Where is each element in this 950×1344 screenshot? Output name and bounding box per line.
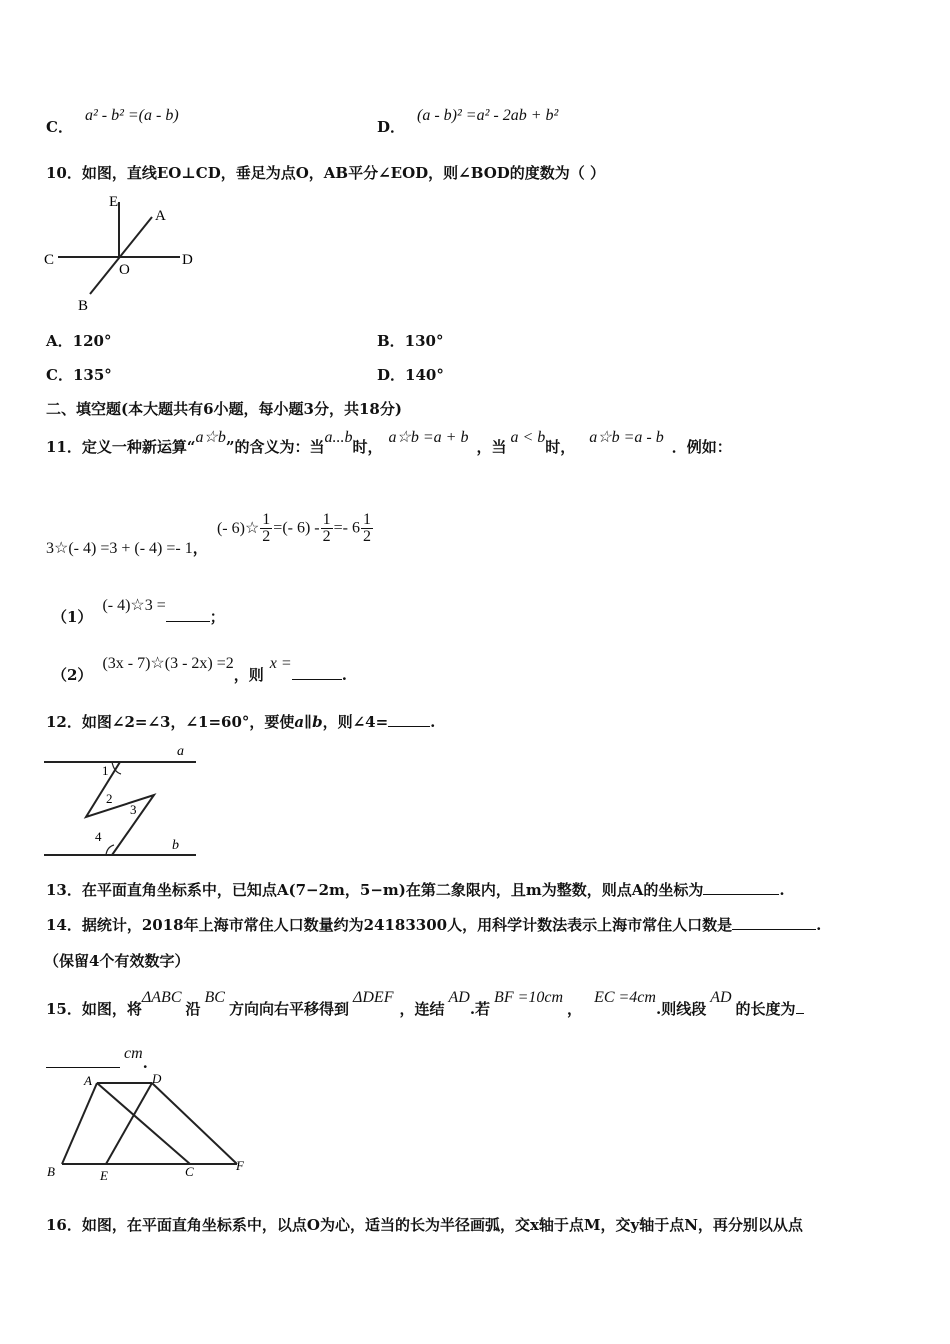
- sub2-mid: ，则: [233, 666, 264, 684]
- q15-text-8: 的长度为: [735, 1000, 796, 1018]
- q15-figure: [42, 1070, 252, 1186]
- q11-text-5: 时，: [545, 438, 576, 456]
- q11-text-2: ”的含义为：当: [225, 438, 325, 456]
- label-a: A: [155, 208, 166, 224]
- q11-example-1: 3☆(- 4) =3 + (- 4) =- 1: [46, 539, 193, 557]
- q12-text-2: ，则∠4=: [322, 713, 389, 731]
- q15-text-5: .若: [469, 1000, 491, 1018]
- sub2-answer-blank[interactable]: [292, 679, 342, 680]
- q12-parallel: a∥b: [294, 713, 323, 731]
- q15-text-3: 方向向右平移得到: [228, 1000, 349, 1018]
- q15-triangle-def: ΔDEF: [352, 989, 394, 1006]
- q15-text-4: ，连结: [399, 1000, 445, 1018]
- q13-answer-blank[interactable]: [703, 894, 779, 895]
- q9-option-d: [377, 104, 559, 136]
- q15-segment-ad-2: AD: [710, 989, 732, 1006]
- q10-option-d: D．140°: [377, 366, 444, 384]
- q11-example-2-right: =- 6: [333, 519, 360, 537]
- sub1-label: （1）: [52, 608, 93, 626]
- sub1-end: ；: [209, 608, 225, 626]
- q15-ec-length: EC =4cm: [594, 989, 656, 1006]
- q11-example-separator: ，: [192, 538, 208, 557]
- label-line-b: b: [172, 838, 179, 853]
- q11-rule-1: a☆b =a + b: [388, 429, 469, 446]
- q11-condition-2: a < b: [510, 429, 546, 446]
- label-b: B: [78, 298, 89, 314]
- q12-answer-blank[interactable]: [388, 726, 430, 727]
- q15-text-1: 15．如图，将: [46, 1000, 142, 1018]
- q15-segment-bc: BC: [204, 989, 225, 1006]
- label-d: D: [182, 252, 193, 268]
- sub2-label: （2）: [52, 666, 93, 684]
- q14-end: .: [816, 916, 822, 934]
- q10-option-b: B．130°: [377, 332, 444, 350]
- q11-subquestion-2: [52, 652, 347, 684]
- label-a: A: [84, 1073, 92, 1088]
- label-c: C: [185, 1164, 194, 1179]
- label-angle-4: 4: [95, 829, 102, 844]
- q11-stem: [46, 426, 732, 456]
- q11-text-6: ．例如：: [671, 438, 732, 456]
- q15-segment-ad: AD: [448, 989, 470, 1006]
- q15-text-7: .则线段: [655, 1000, 707, 1018]
- q12-stem: [46, 711, 435, 732]
- q15-answer-line: [46, 1044, 148, 1072]
- q11-example-2-left: (- 6)☆: [216, 519, 260, 537]
- q16-stem: 16．如图，在平面直角坐标系中，以点O为心，适当的长为半径画弧，交x轴于点M，交y轴于点N，再分别以从点: [46, 1216, 803, 1234]
- option-d-label: D．: [377, 118, 406, 136]
- q14-stem: [46, 914, 821, 935]
- q13-text: 13．在平面直角坐标系中，已知点A(7−2m，5−m)在第二象限内，且m为整数，则点A的坐标为: [46, 881, 704, 899]
- q11-fraction-half-1: [260, 512, 272, 545]
- q14-answer-blank[interactable]: [732, 929, 816, 930]
- label-angle-2: 2: [106, 791, 113, 806]
- q11-example-2-mid: =(- 6) -: [273, 519, 320, 537]
- q11-text-1: 11．定义一种新运算“: [46, 438, 196, 456]
- label-angle-1: 1: [102, 763, 109, 778]
- label-c: C: [44, 252, 55, 268]
- q13-stem: [46, 879, 785, 900]
- q11-fraction-half-3: [361, 512, 373, 545]
- sub1-expression: (- 4)☆3 =: [102, 597, 166, 614]
- option-c-expression: a² - b² =(a - b): [84, 107, 179, 124]
- label-o: O: [119, 262, 130, 278]
- fraction-denominator: 2: [262, 528, 271, 545]
- label-e: E: [109, 194, 119, 210]
- label-b: B: [47, 1164, 55, 1179]
- label-e: E: [100, 1168, 108, 1183]
- q10-stem: 10．如图，直线EO⊥CD，垂足为点O，AB平分∠EOD，则∠BOD的度数为（ ）: [46, 164, 606, 182]
- option-d-expression: (a - b)² =a² - 2ab + b²: [417, 107, 559, 124]
- fraction-numerator: 1: [322, 511, 331, 528]
- fraction-numerator: 1: [262, 511, 271, 528]
- q15-answer-blank-start[interactable]: [796, 1013, 804, 1014]
- q14-note: （保留4个有效数字）: [44, 952, 190, 970]
- q15-end: .: [142, 1054, 148, 1072]
- q15-stem: [46, 986, 804, 1018]
- q15-triangle-abc: ΔABC: [141, 989, 182, 1006]
- q11-rule-2: a☆b =a - b: [589, 429, 664, 446]
- q11-condition-1: a...b: [324, 429, 353, 446]
- label-angle-3: 3: [130, 802, 137, 817]
- q11-operator: a☆b: [195, 429, 226, 446]
- q15-bf-length: BF =10cm: [494, 989, 564, 1006]
- q10-option-c: C．135°: [46, 366, 112, 384]
- fraction-denominator: 2: [322, 528, 331, 545]
- fraction-numerator: 1: [363, 511, 371, 528]
- section-2-title: 二、填空题(本大题共有6小题，每小题3分，共18分): [46, 400, 402, 418]
- sub2-expression: (3x - 7)☆(3 - 2x) =2: [102, 655, 234, 672]
- q9-option-c: [46, 104, 179, 136]
- fraction-denominator: 2: [363, 528, 371, 545]
- q10-option-a: A．120°: [46, 332, 112, 350]
- q11-subquestion-1: [52, 594, 225, 626]
- q12-text-1: 12．如图∠2=∠3，∠1=60°，要使: [46, 713, 295, 731]
- label-d: D: [152, 1071, 162, 1086]
- q12-end: .: [430, 713, 436, 731]
- option-c-label: C．: [46, 118, 73, 136]
- q15-unit: cm: [124, 1045, 143, 1062]
- q11-examples: [46, 511, 374, 557]
- label-f: F: [236, 1158, 244, 1173]
- sub2-variable: x =: [269, 655, 292, 672]
- sub2-end: .: [341, 666, 347, 684]
- q11-fraction-half-2: [321, 512, 333, 545]
- q13-end: .: [779, 881, 785, 899]
- q14-text: 14．据统计，2018年上海市常住人口数量约为24183300人，用科学计数法表示上海市常住人口数是: [46, 916, 733, 934]
- q15-text-6: ，: [567, 1000, 583, 1018]
- q12-figure: [44, 738, 204, 862]
- q15-text-2: 沿: [185, 1000, 201, 1018]
- q11-text-4: ，当: [476, 438, 507, 456]
- q15-answer-blank[interactable]: [46, 1067, 120, 1068]
- q11-text-3: 时，: [352, 438, 383, 456]
- label-line-a: a: [177, 744, 184, 759]
- sub1-answer-blank[interactable]: [166, 621, 210, 622]
- q10-figure: [40, 186, 210, 316]
